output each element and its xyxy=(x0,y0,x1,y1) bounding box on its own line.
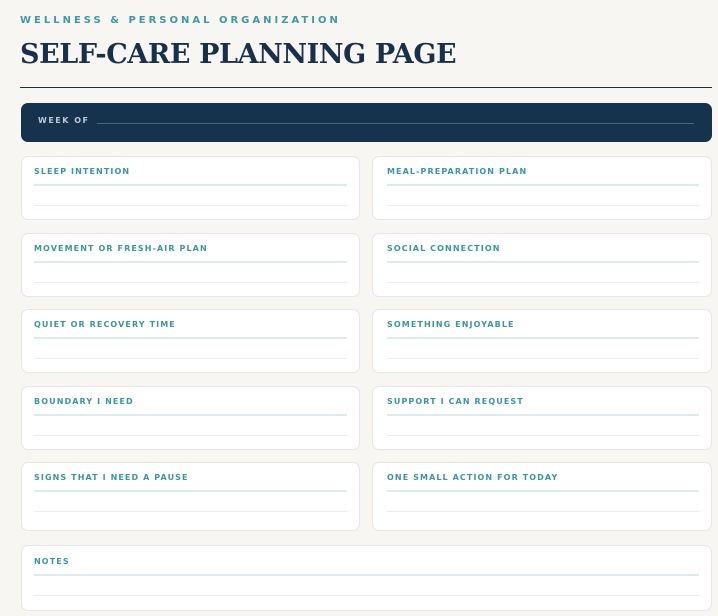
write-line[interactable] xyxy=(34,511,347,512)
card-meal-preparation-plan[interactable] xyxy=(372,156,712,220)
card-label: MEAL-PREPARATION PLAN xyxy=(387,167,528,176)
card-movement-plan[interactable] xyxy=(21,233,360,297)
write-line[interactable] xyxy=(34,414,347,416)
page-title: SELF-CARE PLANNING PAGE xyxy=(20,39,457,70)
write-line[interactable] xyxy=(34,184,347,186)
card-something-enjoyable[interactable] xyxy=(372,309,712,373)
write-line[interactable] xyxy=(387,490,699,492)
write-line[interactable] xyxy=(34,435,347,436)
planning-page xyxy=(20,0,712,616)
write-line[interactable] xyxy=(387,184,699,186)
card-label: MOVEMENT OR FRESH-AIR PLAN xyxy=(34,244,208,253)
card-boundary-i-need[interactable] xyxy=(21,386,360,450)
write-line[interactable] xyxy=(34,282,347,283)
write-line[interactable] xyxy=(34,574,699,576)
write-line[interactable] xyxy=(34,205,347,206)
write-line[interactable] xyxy=(34,358,347,359)
write-line[interactable] xyxy=(387,282,699,283)
card-label: QUIET OR RECOVERY TIME xyxy=(34,320,176,329)
write-line[interactable] xyxy=(387,511,699,512)
write-line[interactable] xyxy=(34,337,347,339)
card-notes[interactable] xyxy=(21,545,712,611)
week-of-bar[interactable] xyxy=(21,103,712,142)
title-divider xyxy=(20,87,712,88)
write-line[interactable] xyxy=(34,490,347,492)
write-line[interactable] xyxy=(387,414,699,416)
write-line[interactable] xyxy=(387,337,699,339)
write-line[interactable] xyxy=(34,261,347,263)
card-label: NOTES xyxy=(34,557,70,566)
card-label: ONE SMALL ACTION FOR TODAY xyxy=(387,473,559,482)
eyebrow-text: WELLNESS & PERSONAL ORGANIZATION xyxy=(20,15,341,26)
card-signs-i-need-a-pause[interactable] xyxy=(21,462,360,531)
card-one-small-action[interactable] xyxy=(372,462,712,531)
write-line[interactable] xyxy=(387,261,699,263)
card-label: SUPPORT I CAN REQUEST xyxy=(387,397,524,406)
card-sleep-intention[interactable] xyxy=(21,156,360,220)
week-of-line[interactable] xyxy=(97,123,694,124)
card-social-connection[interactable] xyxy=(372,233,712,297)
card-label: SLEEP INTENTION xyxy=(34,167,131,176)
card-label: SIGNS THAT I NEED A PAUSE xyxy=(34,473,189,482)
write-line[interactable] xyxy=(387,358,699,359)
write-line[interactable] xyxy=(387,435,699,436)
card-support-i-can-request[interactable] xyxy=(372,386,712,450)
week-of-label: WEEK OF xyxy=(38,116,90,125)
card-quiet-recovery-time[interactable] xyxy=(21,309,360,373)
card-label: SOCIAL CONNECTION xyxy=(387,244,501,253)
write-line[interactable] xyxy=(34,595,699,596)
card-label: SOMETHING ENJOYABLE xyxy=(387,320,515,329)
card-label: BOUNDARY I NEED xyxy=(34,397,134,406)
write-line[interactable] xyxy=(387,205,699,206)
